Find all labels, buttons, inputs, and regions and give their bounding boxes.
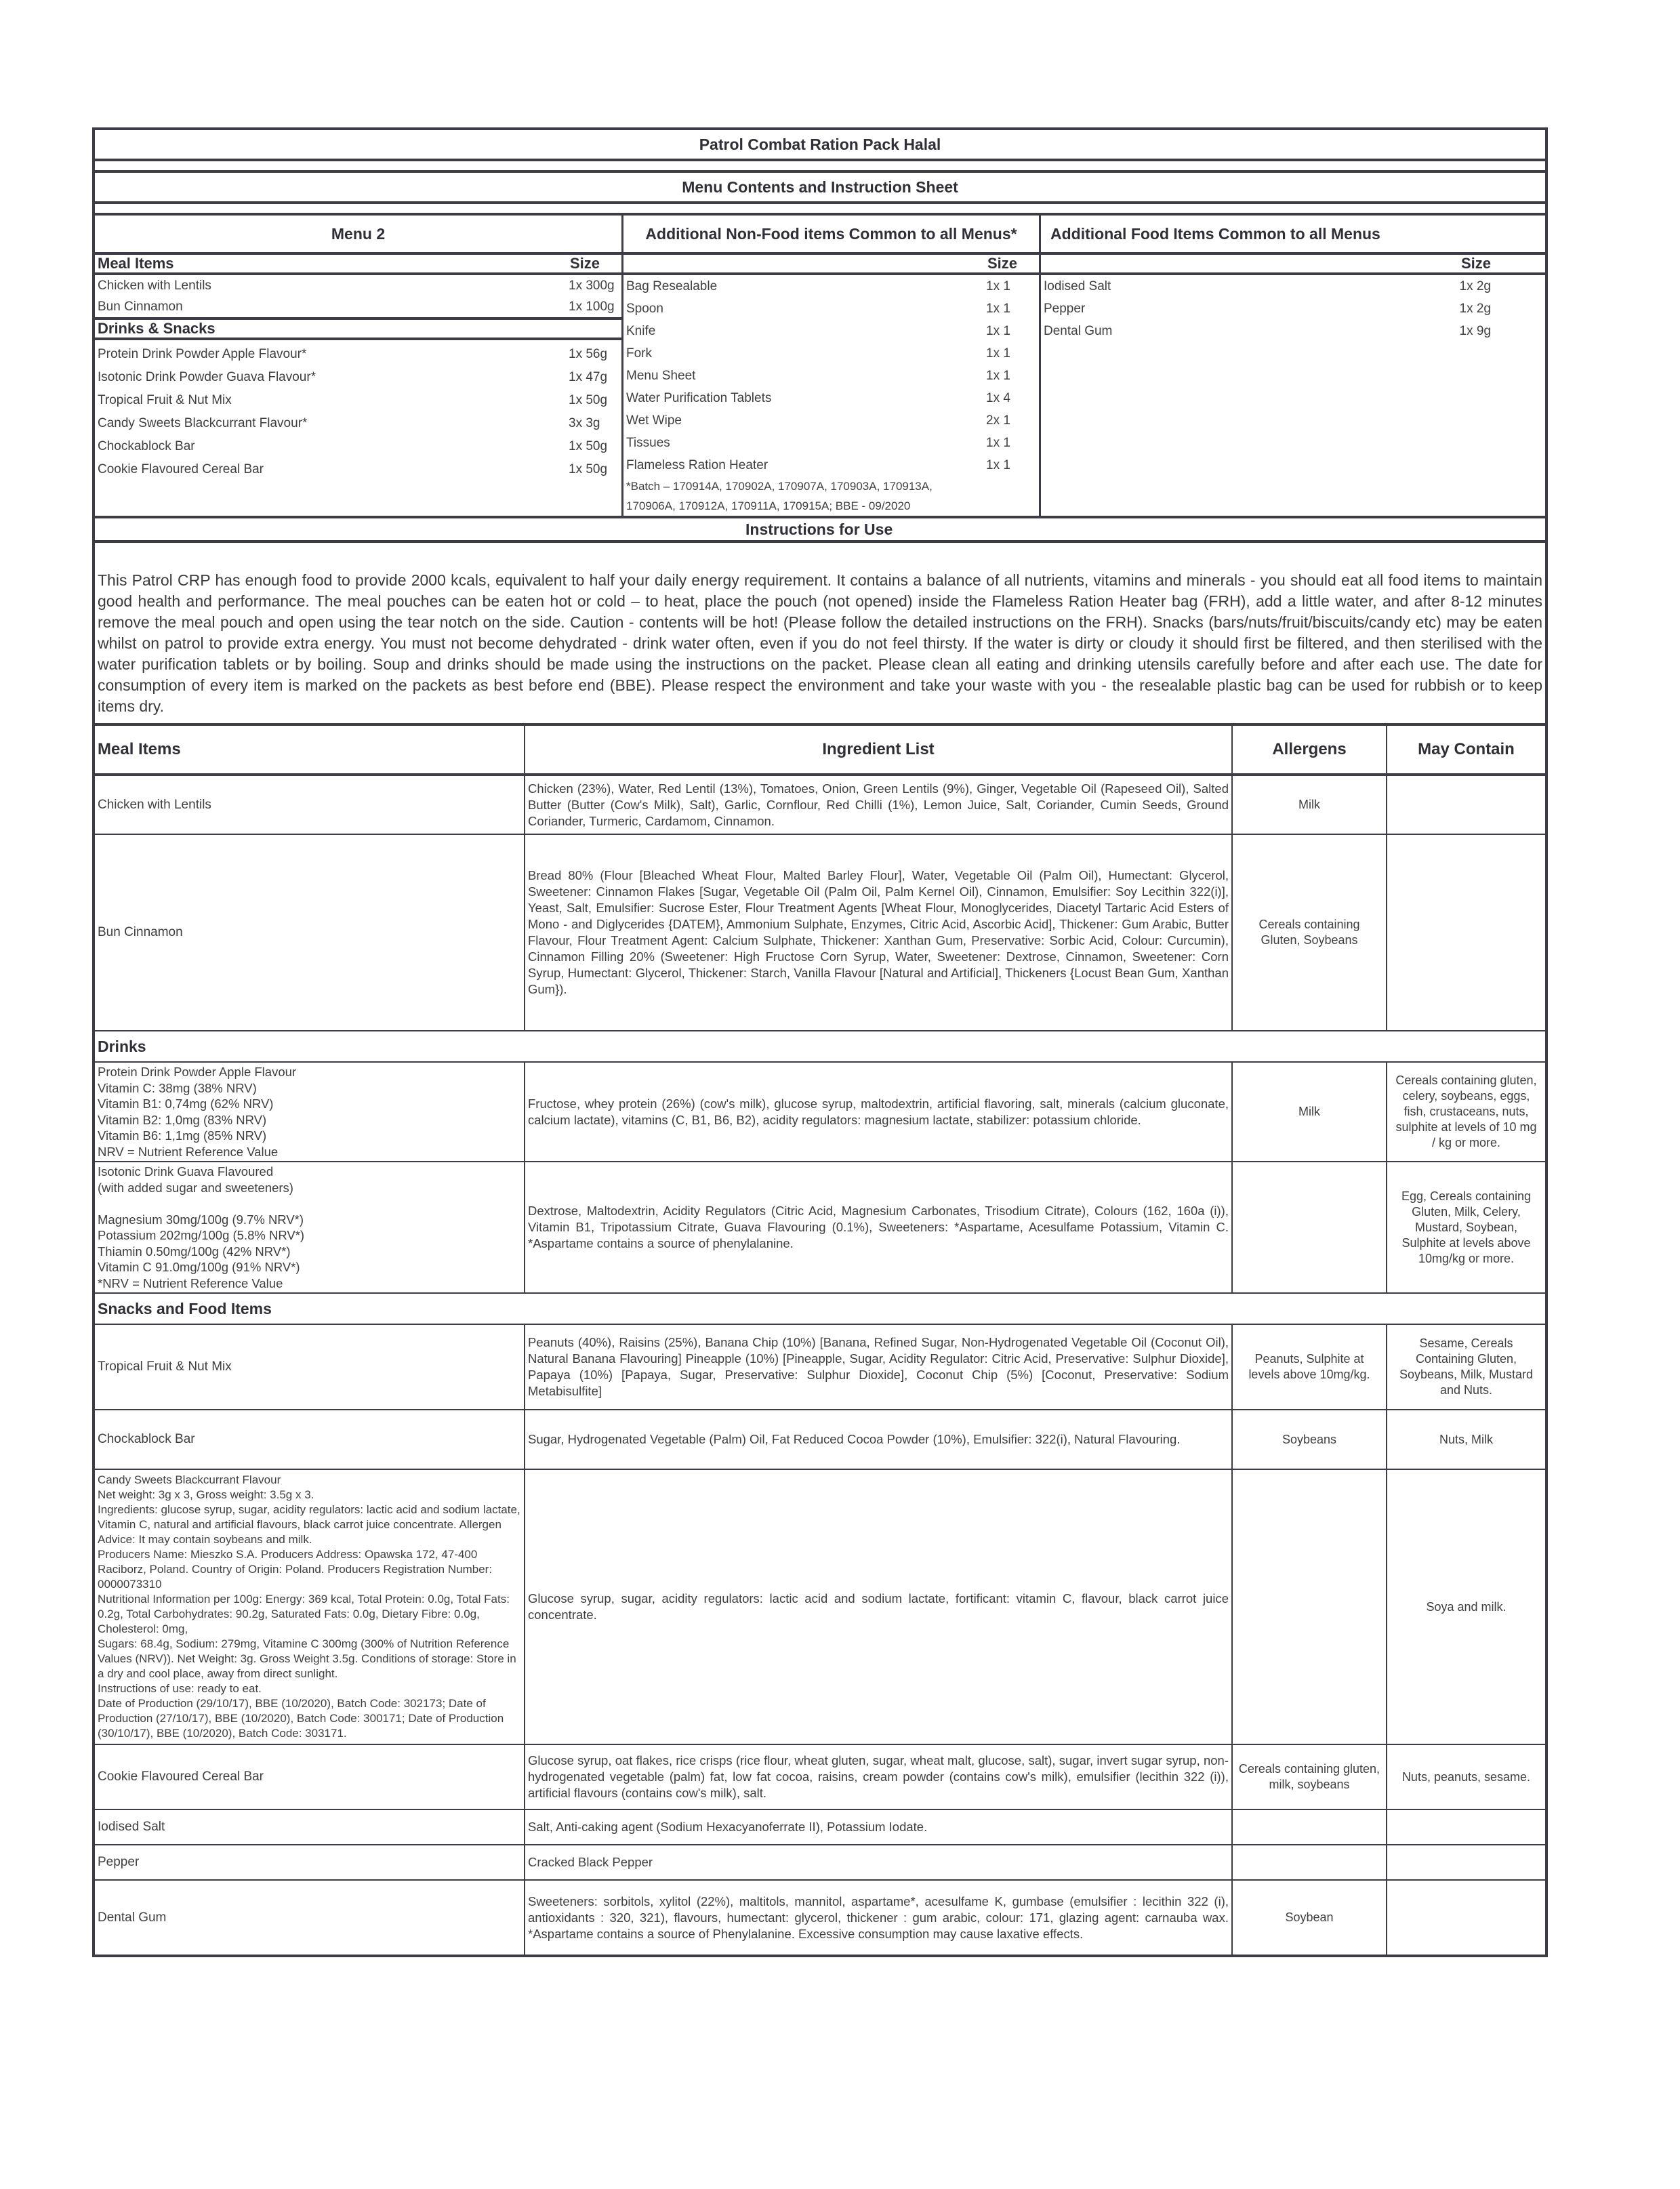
item-name-cell: Chockablock Bar <box>94 1410 525 1469</box>
item-name: Isotonic Drink Powder Guava Flavour* <box>98 370 316 384</box>
item-detail-line: Magnesium 30mg/100g (9.7% NRV*) <box>98 1212 304 1227</box>
allergens-cell: Peanuts, Sulphite at levels above 10mg/kg. <box>1232 1324 1387 1410</box>
item-detail-line: Nutritional Information per 100g: Energy: 369 kcal, Total Protein: 0.0g, Total Fats: 0.2g, Total Carbohydrates: 90.2g, Saturated Fats: 0.0g, Dietary Fibre: 0.0g, Cholesterol: 0mg, <box>98 1593 510 1635</box>
item-name-cell: Cookie Flavoured Cereal Bar <box>94 1744 525 1809</box>
may-contain-cell: Nuts, Milk <box>1387 1410 1546 1469</box>
list-item <box>623 409 1039 432</box>
item-size: 1x 1 <box>986 435 1010 450</box>
item-size: 1x 1 <box>986 346 1010 361</box>
item-name: Protein Drink Powder Apple Flavour* <box>98 347 307 361</box>
food-common-title: Additional Food Items Common to all Menus <box>1041 216 1545 255</box>
food-common-column <box>1041 216 1545 516</box>
item-name-cell <box>94 1062 525 1162</box>
header-meal-items: Meal Items <box>94 724 525 775</box>
list-item <box>1041 298 1545 320</box>
item-size: 1x 50g <box>569 439 608 453</box>
item-name: Tissues <box>626 435 670 450</box>
item-size: 1x 4 <box>986 390 1010 405</box>
allergens-cell: Soybean <box>1232 1880 1387 1956</box>
may-contain-cell <box>1387 1880 1546 1956</box>
non-food-column <box>623 216 1041 516</box>
size-label: Size <box>570 255 600 272</box>
list-item <box>623 342 1039 365</box>
item-size: 1x 47g <box>569 370 608 384</box>
non-food-size-header <box>623 255 1039 275</box>
item-name: Cookie Flavoured Cereal Bar <box>98 462 264 476</box>
list-item <box>623 454 1039 476</box>
item-detail-line: Net weight: 3g x 3, Gross weight: 3.5g x 3. <box>98 1488 314 1501</box>
may-contain-cell: Sesame, Cereals Containing Gluten, Soybeans, Milk, Mustard and Nuts. <box>1387 1324 1546 1410</box>
header-may-contain: May Contain <box>1387 724 1546 775</box>
item-size: 1x 1 <box>986 323 1010 338</box>
size-label: Size <box>987 255 1018 272</box>
table-row <box>94 1744 1546 1809</box>
list-item <box>95 435 621 458</box>
item-detail-line: Vitamin C: 38mg (38% NRV) <box>98 1080 257 1095</box>
list-item <box>95 343 621 366</box>
item-detail-line: (with added sugar and sweeteners) <box>98 1180 293 1195</box>
drinks-snacks-label: Drinks & Snacks <box>95 317 621 340</box>
may-contain-cell <box>1387 1845 1546 1880</box>
ingredient-cell: Sugar, Hydrogenated Vegetable (Palm) Oil, Fat Reduced Cocoa Powder (10%), Emulsifier: 322(i), Natural Flavouring. <box>525 1410 1232 1469</box>
item-detail-line: *NRV = Nutrient Reference Value <box>98 1275 283 1290</box>
allergens-cell <box>1232 1162 1387 1293</box>
item-size: 2x 1 <box>986 413 1010 428</box>
item-name: Tropical Fruit & Nut Mix <box>98 393 232 407</box>
table-row <box>94 1845 1546 1880</box>
may-contain-cell <box>1387 775 1546 834</box>
item-name: Chicken with Lentils <box>98 278 211 293</box>
food-common-size-header <box>1041 255 1545 275</box>
item-size: 1x 1 <box>986 301 1010 316</box>
item-name: Chockablock Bar <box>98 439 195 453</box>
item-name: Candy Sweets Blackcurrant Flavour* <box>98 416 308 430</box>
item-size: 1x 1 <box>986 279 1010 293</box>
instructions-title: Instructions for Use <box>92 518 1548 543</box>
header-allergens: Allergens <box>1232 724 1387 775</box>
non-food-title: Additional Non-Food items Common to all Menus* <box>623 216 1039 255</box>
section-row <box>94 1031 1546 1062</box>
ingredient-cell: Fructose, whey protein (26%) (cow's milk), glucose syrup, maltodextrin, artificial flavoring, salt, minerals (calcium gluconate, calcium lactate), vitamins (C, B1, B6, B2), acidity regulators: magnesium lactate, stabilizer: potassium chloride. <box>525 1062 1232 1162</box>
item-size: 1x 1 <box>986 457 1010 472</box>
ingredient-cell: Glucose syrup, oat flakes, rice crisps (rice flour, wheat gluten, sugar, wheat malt, glucose, salt), sugar, invert sugar syrup, non-hydrogenated vegetable (palm) fat, low fat cocoa, raisins, cream powder (contains cow's milk), emulsifier (lecithin 322 (i)), artificial flavours (contains cow's milk), salt. <box>525 1744 1232 1809</box>
item-detail-line: NRV = Nutrient Reference Value <box>98 1144 279 1159</box>
list-item <box>623 432 1039 454</box>
ingredient-cell: Peanuts (40%), Raisins (25%), Banana Chip (10%) [Banana, Refined Sugar, Non-Hydrogenated Vegetable Oil (Coconut Oil), Natural Banana Flavouring] Pineapple (10%) [Pineapple, Sugar, Acidity Regulator: Citric Acid, Preservative: Sulphur Dioxide], Papaya (10%) [Papaya, Sugar, Preservative: Sulphur Dioxide], Coconut Chip (5%) [Coconut, Preservative: Sodium Metabisulfite] <box>525 1324 1232 1410</box>
item-detail-line: Thiamin 0.50mg/100g (42% NRV*) <box>98 1244 291 1259</box>
may-contain-cell: Egg, Cereals containing Gluten, Milk, Celery, Mustard, Soybean, Sulphite at levels above 10mg/kg or more. <box>1387 1162 1546 1293</box>
document-title: Patrol Combat Ration Pack Halal <box>92 127 1548 161</box>
ingredient-cell: Sweeteners: sorbitols, xylitol (22%), maltitols, mannitol, aspartame*, acesulfame K, gumbase (emulsifier : lecithin 322 (i), antioxidants : 320, 321), flavours, humectant: glycerol, thickener : gum arabic, colour: 171, glazing agent: carnauba wax. *Aspartame contains a source of Phenylalanine. Excessive consumption may cause laxative effects. <box>525 1880 1232 1956</box>
ingredient-cell: Dextrose, Maltodextrin, Acidity Regulators (Citric Acid, Magnesium Carbonates, Trisodium Citrate), Colours (162, 160a (i)), Vitamin B1, Tripotassium Citrate, Guava Flavouring (0.1%), Sweeteners: *Aspartame, Acesulfame Potassium, Vitamin C. *Aspartame contains a source of phenylalanine. <box>525 1162 1232 1293</box>
item-name-cell: Chicken with Lentils <box>94 775 525 834</box>
menu-column <box>95 216 623 516</box>
list-item <box>623 298 1039 320</box>
allergens-cell <box>1232 1469 1387 1744</box>
item-size: 1x 2g <box>1459 301 1491 316</box>
item-size: 1x 2g <box>1459 279 1491 293</box>
list-item <box>623 387 1039 409</box>
list-item <box>95 275 621 296</box>
item-name: Iodised Salt <box>1044 279 1111 293</box>
snacks-section-label: Snacks and Food Items <box>94 1293 1546 1324</box>
item-name: Dental Gum <box>1044 323 1113 338</box>
divider <box>92 161 1548 170</box>
list-item <box>623 275 1039 298</box>
ingredient-cell: Glucose syrup, sugar, acidity regulators: lactic acid and sodium lactate, fortificant: vitamin C, flavour, black carrot juice concentrate. <box>525 1469 1232 1744</box>
may-contain-cell: Cereals containing gluten, celery, soybeans, eggs, fish, crustaceans, nuts, sulphite at levels of 10 mg / kg or more. <box>1387 1062 1546 1162</box>
table-row <box>94 1162 1546 1293</box>
menu-overview <box>92 213 1548 518</box>
item-name-cell <box>94 1469 525 1744</box>
item-size: 1x 56g <box>569 347 608 361</box>
list-item <box>623 320 1039 342</box>
table-row <box>94 1324 1546 1410</box>
item-detail-line <box>98 1195 521 1212</box>
drinks-section-label: Drinks <box>94 1031 1546 1062</box>
allergens-cell: Cereals containing Gluten, Soybeans <box>1232 834 1387 1031</box>
item-detail-line: Isotonic Drink Guava Flavoured <box>98 1164 274 1179</box>
item-name-cell: Pepper <box>94 1845 525 1880</box>
item-detail-line: Producers Name: Mieszko S.A. Producers Address: Opawska 172, 47-400 Raciborz, Poland. Country of Origin: Poland. Producers Registration Number: 0000073310 <box>98 1548 493 1591</box>
item-name: Bag Resealable <box>626 279 718 293</box>
item-detail-line: Candy Sweets Blackcurrant Flavour <box>98 1473 281 1486</box>
menu-title: Menu 2 <box>95 216 621 255</box>
ingredient-cell: Bread 80% (Flour [Bleached Wheat Flour, Malted Barley Flour], Water, Vegetable Oil (Palm Oil), Humectant: Glycerol, Sweetener: Cinnamon Flakes [Sugar, Vegetable Oil (Palm Oil, Palm Kernel Oil), Cinnamon, Emulsifier: Soy Lecithin 322(i)], Yeast, Salt, Emulsifier: Sucrose Ester, Flour Treatment Agents [Wheat Flour, Monoglycerides, Diacetyl Tartaric Acid Esters of Mono - and Diglycerides {DATEM}, Ammonium Sulphate, Enzymes, Citric Acid, Ascorbic Acid], Thickener: Gum Arabic, Butter Flavour, Flour Treatment Agent: Calcium Sulphate, Thickener: Xanthan Gum, Preservative: Sorbic Acid, Colour: Curcumin), Cinnamon Filling 20% (Sweetener: High Fructose Corn Syrup, Water, Sweetener: Dextrose, Cinnamon, Sweetener: Corn Syrup, Humectant: Glycerol, Thickener: Starch, Vanilla Flavour [Natural and Artificial], Thickeners {Locust Bean Gum, Xanthan Gum}). <box>525 834 1232 1031</box>
item-name: Knife <box>626 323 656 338</box>
item-name: Pepper <box>1044 301 1086 316</box>
ingredient-cell: Chicken (23%), Water, Red Lentil (13%), Tomatoes, Onion, Green Lentils (9%), Ginger, Vegetable Oil (Rapeseed Oil), Salted Butter (Butter (Cow's Milk), Salt), Garlic, Cornflour, Red Chilli (1%), Lemon Juice, Salt, Coriander, Cumin Seeds, Ground Coriander, Turmeric, Cardamom, Cinnamon. <box>525 775 1232 834</box>
item-name: Spoon <box>626 301 663 316</box>
may-contain-cell <box>1387 1809 1546 1845</box>
item-size: 1x 1 <box>986 368 1010 383</box>
instructions-text: This Patrol CRP has enough food to provide 2000 kcals, equivalent to half your daily energy requirement. It contains a balance of all nutrients, vitamins and minerals - you should eat all food items to maintain good health and performance. The meal pouches can be eaten hot or cold – to heat, place the pouch (not opened) inside the Flameless Ration Heater bag (FRH), add a little water, and after 8-12 minutes remove the meal pouch and open using the tear notch on the side. Caution - contents will be hot! (Please follow the detailed instructions on the FRH). Snacks (bars/nuts/fruit/biscuits/candy etc) may be eaten whilst on patrol to provide extra energy. You must not become dehydrated - drink water often, even if you do not feel thirsty. If the water is dirty or cloudy it should first be filtered, and then sterilised with the water purification tablets or by boiling. Soup and drinks should be made using the instructions on the packet. Please clean all eating and drinking utensils carefully before and after each use. The date for consumption of every item is marked on the packets as best before end (BBE). Please respect the environment and take your waste with you - the resealable plastic bag can be used for rubbish or to keep items dry. <box>92 543 1548 723</box>
table-row <box>94 1809 1546 1845</box>
table-row <box>94 1469 1546 1744</box>
item-name-cell: Bun Cinnamon <box>94 834 525 1031</box>
item-size: 1x 100g <box>569 299 615 314</box>
may-contain-cell: Soya and milk. <box>1387 1469 1546 1744</box>
item-size: 1x 50g <box>569 462 608 476</box>
item-detail-line: Vitamin B1: 0,74mg (62% NRV) <box>98 1097 274 1111</box>
item-detail-line: Potassium 202mg/100g (5.8% NRV*) <box>98 1228 305 1242</box>
ingredient-cell: Salt, Anti-caking agent (Sodium Hexacyanoferrate II), Potassium Iodate. <box>525 1809 1232 1845</box>
may-contain-cell: Nuts, peanuts, sesame. <box>1387 1744 1546 1809</box>
list-item <box>623 365 1039 387</box>
item-detail-line: Ingredients: glucose syrup, sugar, acidity regulators: lactic acid and sodium lactate, Vitamin C, natural and artificial flavours, black carrot juice concentrate. Allergen Advice: It may contain soybeans and milk. <box>98 1503 520 1546</box>
divider <box>92 204 1548 213</box>
size-label: Size <box>1460 255 1491 272</box>
list-item <box>95 366 621 389</box>
allergens-cell <box>1232 1845 1387 1880</box>
list-item <box>95 412 621 435</box>
list-item <box>95 389 621 412</box>
table-header-row <box>94 724 1546 775</box>
item-detail-line: Vitamin B6: 1,1mg (85% NRV) <box>98 1128 267 1143</box>
item-name: Bun Cinnamon <box>98 299 183 314</box>
batch-line: *Batch – 170914A, 170902A, 170907A, 170903A, 170913A, <box>626 480 933 493</box>
ration-sheet <box>92 127 1548 1957</box>
item-name-cell <box>94 1162 525 1293</box>
table-row <box>94 1410 1546 1469</box>
item-name: Fork <box>626 346 652 361</box>
section-row <box>94 1293 1546 1324</box>
item-size: 1x 300g <box>569 278 615 293</box>
may-contain-cell <box>1387 834 1546 1031</box>
item-name-cell: Tropical Fruit & Nut Mix <box>94 1324 525 1410</box>
allergens-cell: Milk <box>1232 775 1387 834</box>
item-detail-line: Date of Production (29/10/17), BBE (10/2020), Batch Code: 302173; Date of Production (27/10/17), BBE (10/2020), Batch Code: 300171; Date of Production (30/10/17), BBE (10/2020), Batch Code: 303171. <box>98 1697 504 1740</box>
list-item <box>1041 275 1545 298</box>
table-row <box>94 775 1546 834</box>
item-name-cell: Dental Gum <box>94 1880 525 1956</box>
item-name: Water Purification Tablets <box>626 390 772 405</box>
table-row <box>94 1880 1546 1956</box>
item-detail-line: Vitamin B2: 1,0mg (83% NRV) <box>98 1112 267 1127</box>
item-name: Wet Wipe <box>626 413 682 428</box>
item-name-cell: Iodised Salt <box>94 1809 525 1845</box>
item-detail-line: Protein Drink Powder Apple Flavour <box>98 1065 297 1079</box>
ingredient-cell: Cracked Black Pepper <box>525 1845 1232 1880</box>
table-row <box>94 1062 1546 1162</box>
allergens-cell: Soybeans <box>1232 1410 1387 1469</box>
ingredients-table <box>92 723 1548 1957</box>
item-name: Menu Sheet <box>626 368 696 383</box>
item-size: 1x 50g <box>569 393 608 407</box>
header-ingredient-list: Ingredient List <box>525 724 1232 775</box>
document-subtitle: Menu Contents and Instruction Sheet <box>92 170 1548 204</box>
item-detail-line: Instructions of use: ready to eat. <box>98 1682 262 1695</box>
table-row <box>94 834 1546 1031</box>
item-detail-line: Sugars: 68.4g, Sodium: 279mg, Vitamine C 300mg (300% of Nutrition Reference Values (NRV)). Net Weight: 3g. Gross Weight 3.5g. Conditions of storage: Store in a dry and cool place, away from direct sunlight. <box>98 1637 516 1680</box>
item-size: 1x 9g <box>1459 323 1491 338</box>
batch-line: 170906A, 170912A, 170911A, 170915A; BBE - 09/2020 <box>626 499 911 512</box>
meal-items-header <box>95 255 621 275</box>
item-name: Flameless Ration Heater <box>626 457 769 472</box>
allergens-cell: Cereals containing gluten, milk, soybeans <box>1232 1744 1387 1809</box>
allergens-cell <box>1232 1809 1387 1845</box>
list-item <box>95 296 621 317</box>
item-detail-line: Vitamin C 91.0mg/100g (91% NRV*) <box>98 1260 300 1274</box>
allergens-cell: Milk <box>1232 1062 1387 1162</box>
list-item <box>1041 320 1545 342</box>
meal-items-label: Meal Items <box>98 255 174 272</box>
item-size: 3x 3g <box>569 416 600 430</box>
list-item <box>95 458 621 481</box>
